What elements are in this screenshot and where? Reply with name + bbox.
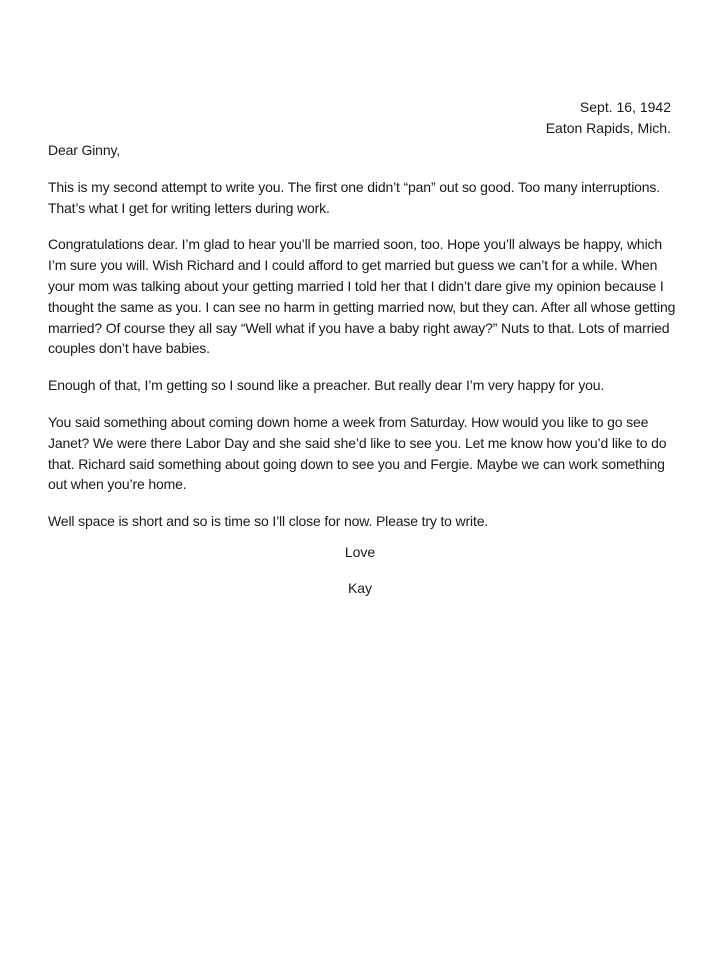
paragraph-4: You said something about coming down home a week from Saturday. How would you like to go see Janet? We were there Labor Day and she said she’d like to see you. Let me know how you’d like to do that. Richard said something about going down to see you and Fergie. Maybe we can work something out when you’re home. <box>48 413 667 493</box>
closing: Love <box>344 544 376 560</box>
letter-date: Sept. 16, 1942 <box>579 99 671 115</box>
paragraph-2: Congratulations dear. I’m glad to hear you’ll be married soon, too. Hope you’ll always be happy, which I’m sure you will. Wish Richard and I could afford to get married but guess we can’t for a while. When your mom was talking about your getting married I told her that I didn’t dare give my opinion because I thought the same as you. I can see no harm in getting married now, but they can. After all whose getting married? Of course they all say “Well what if you have a baby right away?” Nuts to that. Lots of married couples don’t have babies. <box>48 236 676 357</box>
letter-header <box>546 97 671 139</box>
salutation: Dear Ginny, <box>48 142 121 158</box>
letter-body <box>48 140 676 548</box>
letter-place: Eaton Rapids, Mich. <box>545 120 671 136</box>
signature: Kay <box>347 580 373 596</box>
paragraph-5: Well space is short and so is time so I’ll close for now. Please try to write. <box>48 513 489 530</box>
paragraph-3: Enough of that, I’m getting so I sound like a preacher. But really dear I’m very happy for you. <box>48 377 605 394</box>
paragraph-1: This is my second attempt to write you. The first one didn’t “pan” out so good. Too many interruptions. That’s what I get for writing letters during work. <box>48 178 661 216</box>
